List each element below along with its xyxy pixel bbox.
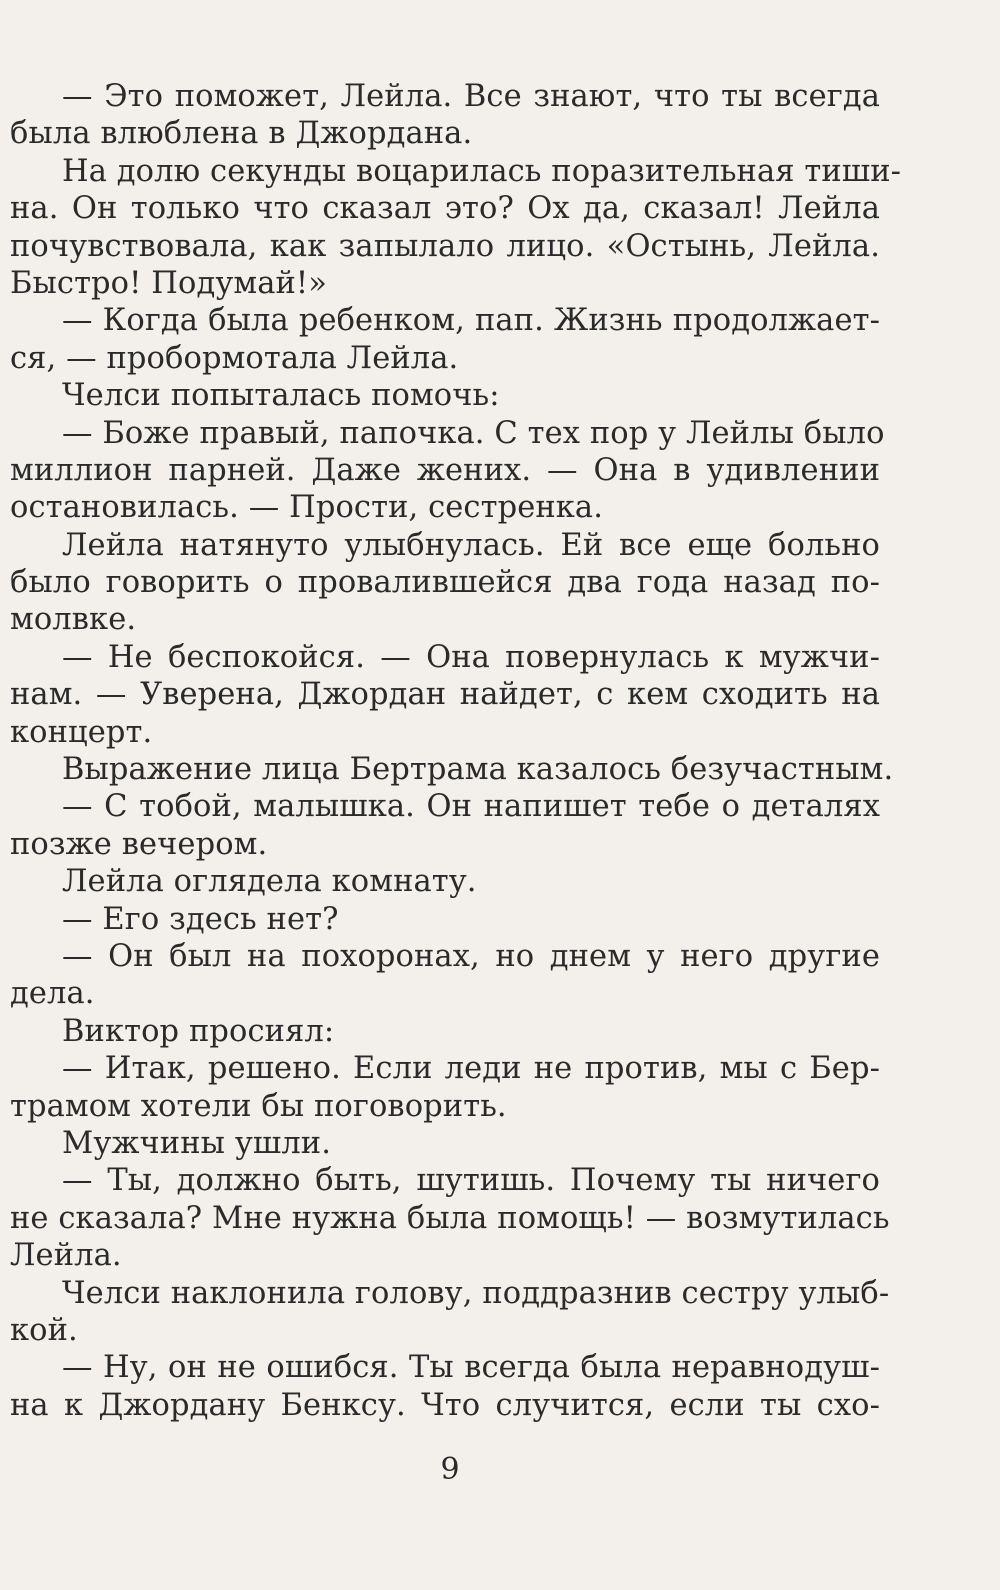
- text-line: Быстро! Подумай!»: [10, 265, 328, 301]
- text-line: — Ты, должно быть, шутишь. Почему ты ничего: [62, 1163, 880, 1199]
- text-line: миллион парней. Даже жених. — Она в удивлении: [10, 452, 880, 488]
- text-line: Лейла оглядела комнату.: [62, 864, 477, 900]
- text-line: — Когда была ребенком, пап. Жизнь продолжает-: [62, 303, 880, 339]
- text-line: — Он был на похоронах, но днем у него другие: [62, 938, 880, 974]
- body-text: [10, 78, 902, 1424]
- text-line: остановилась. — Прости, сестренка.: [10, 490, 604, 526]
- text-line: — Ну, он не ошибся. Ты всегда была неравнодуш-: [62, 1350, 880, 1386]
- text-line: — Итак, решено. Если леди не против, мы с Бер-: [62, 1051, 880, 1087]
- text-line: позже вечером.: [10, 826, 268, 862]
- text-line: на. Он только что сказал это? Ох да, сказал! Лейла: [10, 191, 880, 227]
- text-line: На долю секунды воцарилась поразительная тиши-: [62, 153, 902, 189]
- text-line: Челси наклонила голову, поддразнив сестру улыб-: [62, 1275, 890, 1311]
- text-line: Выражение лица Бертрама казалось безучастным.: [62, 752, 894, 788]
- text-line: не сказала? Мне нужна была помощь! — возмутилась: [10, 1200, 890, 1236]
- text-line: дела.: [10, 976, 95, 1012]
- text-line: Виктор просиял:: [62, 1013, 335, 1049]
- text-line: — Это поможет, Лейла. Все знают, что ты всегда: [62, 79, 880, 114]
- text-line: была влюблена в Джордана.: [10, 116, 473, 152]
- text-line: кой.: [10, 1312, 78, 1348]
- text-line: — С тобой, малышка. Он напишет тебе о деталях: [62, 789, 880, 825]
- text-line: Мужчины ушли.: [62, 1125, 332, 1161]
- text-line: Лейла натянуто улыбнулась. Ей все еще больно: [62, 527, 880, 563]
- text-line: — Не беспокойся. — Она повернулась к мужчи-: [62, 639, 880, 675]
- text-line: нам. — Уверена, Джордан найдет, с кем сходить на: [10, 677, 880, 713]
- text-line: трамом хотели бы поговорить.: [10, 1088, 507, 1124]
- text-line: Лейла.: [10, 1238, 122, 1274]
- text-line: ся, — пробормотала Лейла.: [10, 340, 459, 376]
- text-line: молвке.: [10, 602, 137, 638]
- text-line: на к Джордану Бенксу. Что случится, если ты схо-: [10, 1387, 880, 1423]
- text-line: было говорить о провалившейся два года назад по-: [10, 565, 880, 601]
- text-line: концерт.: [10, 714, 153, 750]
- text-line: Челси попыталась помочь:: [62, 378, 500, 414]
- text-line: — Его здесь нет?: [62, 901, 339, 937]
- page-number: 9: [440, 1452, 460, 1487]
- text-line: почувствовала, как запылало лицо. «Остынь, Лейла.: [10, 228, 880, 264]
- text-line: — Боже правый, папочка. С тех пор у Лейлы было: [62, 415, 885, 451]
